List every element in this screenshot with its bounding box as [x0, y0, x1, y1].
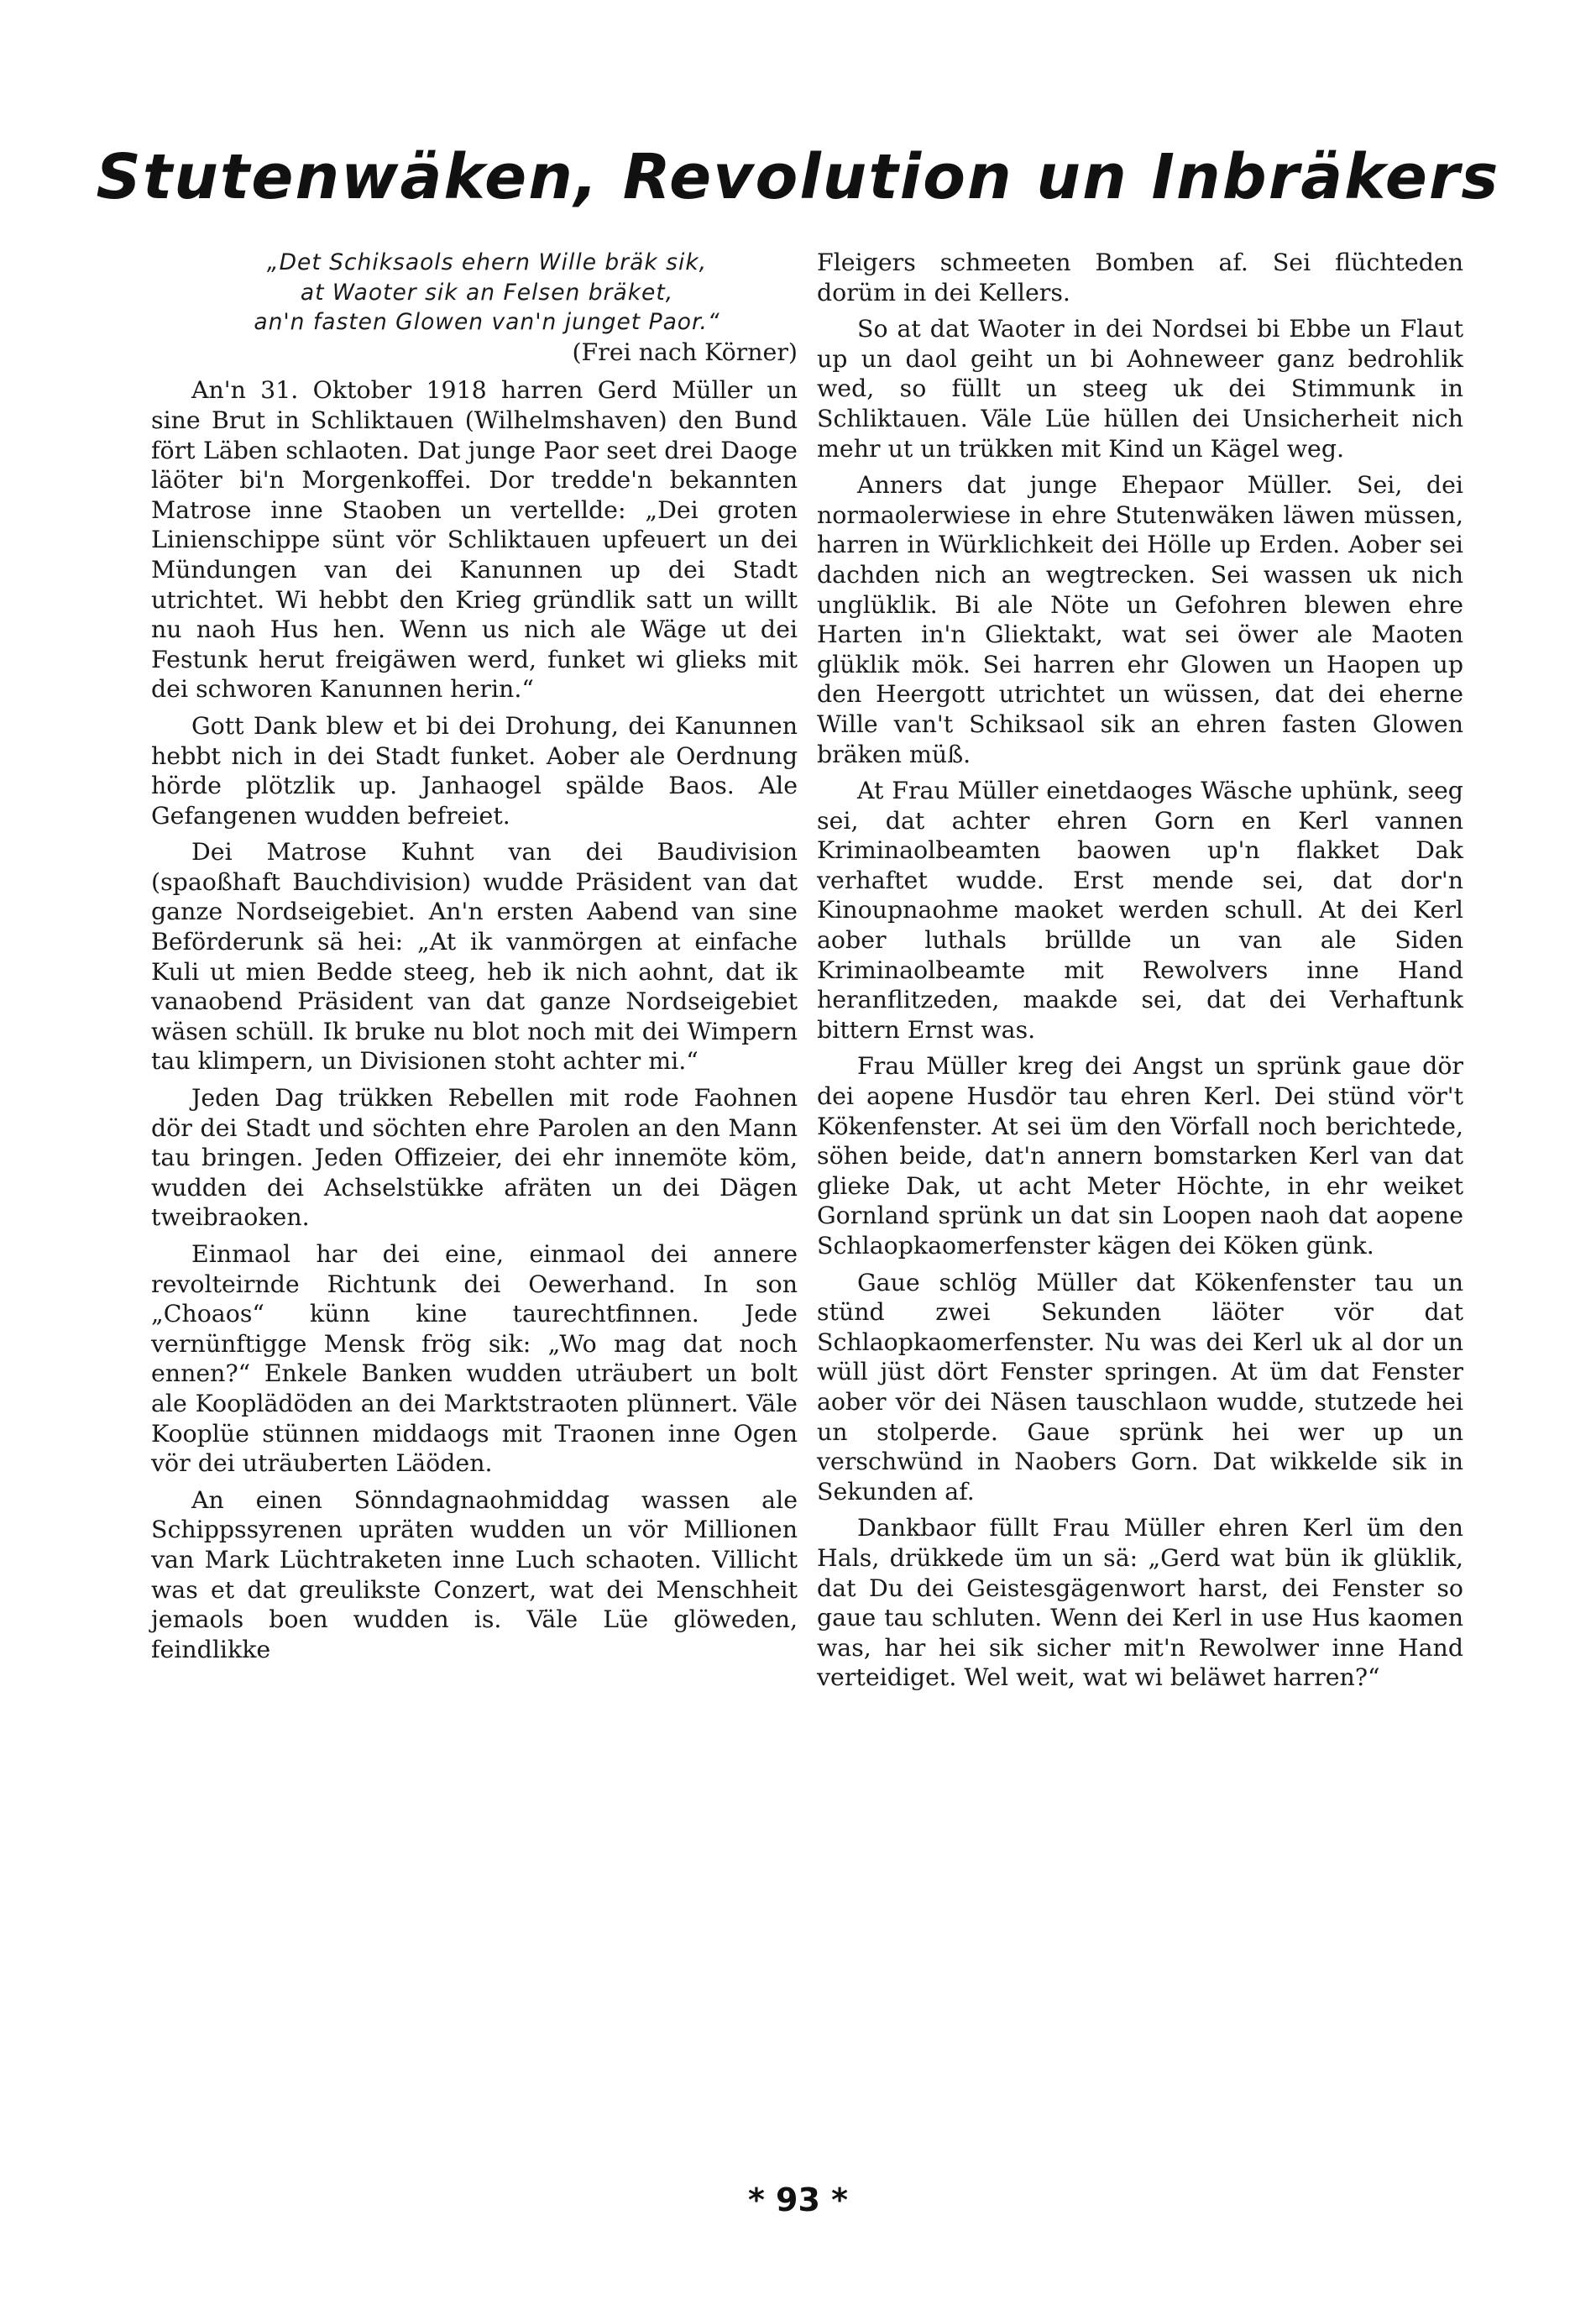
- paragraph: Dei Matrose Kuhnt van dei Baudivision (spaoßhaft Bauchdivision) wudde Präsident van dat ganze Nordseigebiet. An'n ersten Aabend van sine Beförderunk sä hei: „At ik vanmörgen at einfache Kuli ut mien Bedde steeg, heb ik nich aohnt, dat ik vanaobend Präsident van dat ganze Nordseigebiet wäsen schüll. Ik bruke nu blot noch mit dei Wimpern tau klimpern, un Divisionen stoht achter mi.“: [151, 838, 798, 1076]
- paragraph: Jeden Dag trükken Rebellen mit rode Faohnen dör dei Stadt und söchten ehre Parolen an den Mann tau bringen. Jeden Offizeier, dei ehr innemöte köm, wudden dei Achselstükke afräten un dei Dägen tweibraoken.: [151, 1084, 798, 1232]
- epigraph-attribution: (Frei nach Körner): [572, 338, 798, 366]
- paragraph: Anners dat junge Ehepaor Müller. Sei, dei normaolerwiese in ehre Stutenwäken läwen müssen, harren in Würklichkeit dei Hölle up Erden. Aober sei dachden nich an wegtrecken. Sei wassen uk nich unglüklik. Bi ale Nöte un Gefohren blewen ehre Harten in'n Gliektakt, wat sei öwer ale Maoten glüklik mök. Sei harren ehr Glowen un Haopen up den Heergott utrichtet un wüssen, dat dei eherne Wille van't Schiksaol sik an ehren fasten Glowen bräken müß.: [817, 471, 1463, 768]
- paragraph: Gott Dank blew et bi dei Drohung, dei Kanunnen hebbt nich in dei Stadt funket. Aober ale Oerdnung hörde plötzlik up. Janhaogel spälde Baos. Ale Gefangenen wudden befreiet.: [151, 711, 798, 830]
- paragraph: Fleigers schmeeten Bomben af. Sei flüchteden dorüm in dei Kellers.: [817, 249, 1463, 306]
- paragraph: An einen Sönndagnaohmiddag wassen ale Schippssyrenen upräten wudden un vör Millionen van Mark Lüchtraketen inne Luch schaoten. Villicht was et dat greulikste Conzert, wat dei Menschheit jemaols boen wudden is. Väle Lüe glöweden, feindlikke: [151, 1485, 798, 1663]
- paragraph: Gaue schlög Müller dat Kökenfenster tau un stünd zwei Sekunden läöter vör dat Schlaopkaomerfenster. Nu was dei Kerl uk al dor un wüll jüst dört Fenster springen. At üm dat Fenster aober vör dei Näsen tauschlaon wudde, stutzede hei un stolperde. Gaue sprünk hei wer up un verschwünd in Naobers Gorn. Dat wikkelde sik in Sekunden af.: [817, 1268, 1463, 1506]
- epigraph-line: an'n fasten Glowen van'n junget Paor.“: [254, 309, 720, 336]
- right-column: [817, 248, 1463, 1699]
- epigraph: [151, 248, 798, 338]
- paragraph: So at dat Waoter in dei Nordsei bi Ebbe un Flaut up un daol geiht un bi Aohneweer ganz bedrohlik wed, so füllt un steeg uk dei Stimmunk in Schliktauen. Väle Lüe hüllen dei Unsicherheit nich mehr ut un trükken mit Kind un Kägel weg.: [817, 315, 1463, 463]
- epigraph-line: at Waoter sik an Felsen bräket,: [300, 279, 674, 306]
- paragraph: An'n 31. Oktober 1918 harren Gerd Müller un sine Brut in Schliktauen (Wilhelmshaven) den Bund fört Läben schlaoten. Dat junge Paor seet drei Daoge läöter bi'n Morgenkoffei. Dor tredde'n bekannten Matrose inne Staoben un vertellde: „Dei groten Linienschippe sünt vör Schliktauen upfeuert un dei Mündungen van dei Kanunnen up dei Stadt utrichtet. Wi hebbt den Krieg gründlik satt un willt nu naoh Hus hen. Wenn us nich ale Wäge ut dei Festunk herut freigäwen werd, funket wi glieks mit dei schworen Kanunnen herin.“: [151, 376, 798, 704]
- paragraph: Frau Müller kreg dei Angst un sprünk gaue dör dei aopene Husdör tau ehren Kerl. Dei stünd vör't Kökenfenster. At sei üm den Vörfall noch berichtede, söhen beide, dat'n annern bomstarken Kerl van dat glieke Dak, ut acht Meter Höchte, in ehr weiket Gornland sprünk un dat sin Loopen naoh dat aopene Schlaopkaomerfenster kägen dei Köken günk.: [817, 1052, 1463, 1260]
- paragraph: Einmaol har dei eine, einmaol dei annere revolteirnde Richtunk dei Oewerhand. In son „Choaos“ künn kine taurechtfinnen. Jede vernünftigge Mensk frög sik: „Wo mag dat noch ennen?“ Enkele Banken wudden uträubert un bolt ale Kooplädöden an dei Marktstraoten plünnert. Väle Kooplüe stünnen middaogs mit Traonen inne Ogen vör dei uträuberten Läöden.: [151, 1240, 798, 1478]
- left-column: [151, 248, 798, 1671]
- page-title: Stutenwäken, Revolution un Inbräkers: [96, 141, 1500, 213]
- epigraph-line: „Det Schiksaols ehern Wille bräk sik,: [266, 249, 708, 275]
- paragraph: Dankbaor füllt Frau Müller ehren Kerl üm den Hals, drükkede üm un sä: „Gerd wat bün ik glüklik, dat Du dei Geistesgägenwort harst, dei Fenster so gaue tau schluten. Wenn dei Kerl in use Hus kaomen was, har hei sik sicher mit'n Rewolwer inne Hand verteidiget. Wel weit, wat wi beläwet harren?“: [817, 1514, 1463, 1692]
- paragraph: At Frau Müller einetdaoges Wäsche uphünk, seeg sei, dat achter ehren Gorn en Kerl vannen Kriminaolbeamten baowen up'n flakket Dak verhaftet wudde. Erst mende sei, dat dor'n Kinoupnaohme maoket werden schull. At dei Kerl aober luthals brüllde un van ale Siden Kriminaolbeamte mit Rewolvers inne Hand heranflitzeden, maakde sei, dat dei Verhaftunk bittern Ernst was.: [817, 777, 1463, 1044]
- page-number: * 93 *: [747, 2181, 849, 2218]
